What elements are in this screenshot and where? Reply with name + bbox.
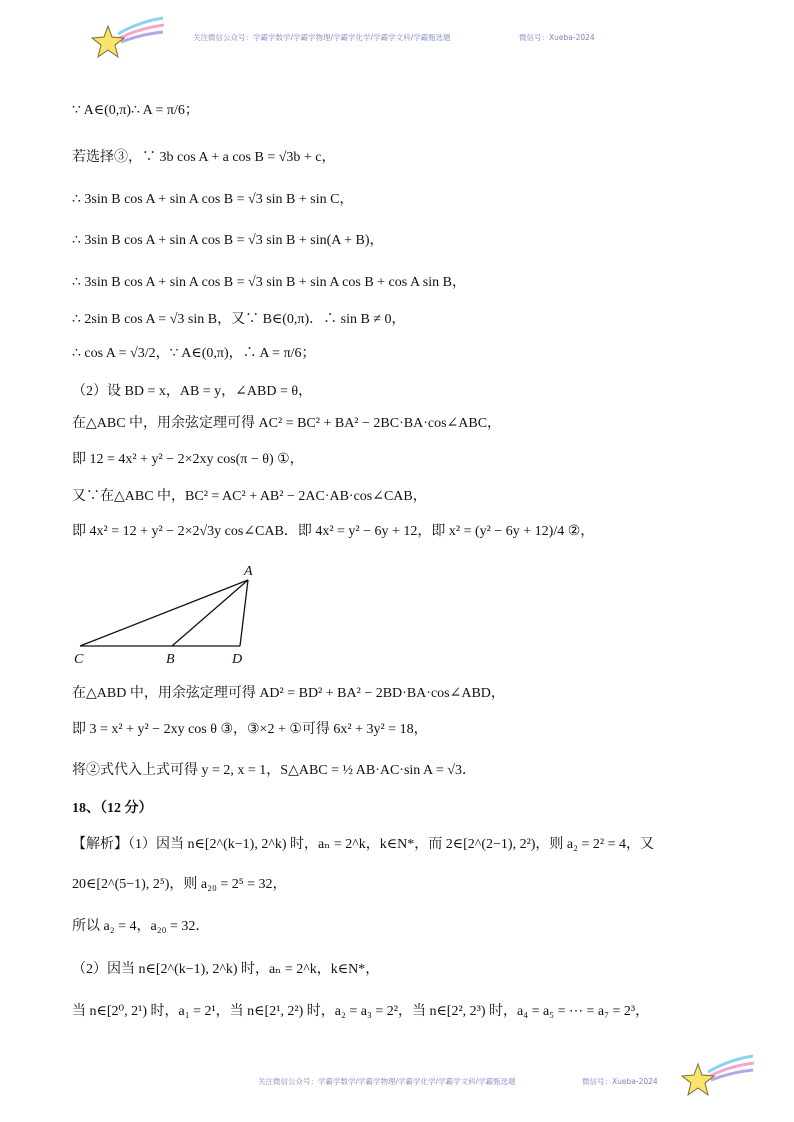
text-line: 当 n∈[2⁰, 2¹) 时，a₁ = 2¹，当 n∈[2¹, 2²) 时，a₂ = a₃ = 2²，当 n∈[2², 2³) 时，a₄ = a₅ = ⋯ = a₇ = 2³， (72, 1004, 650, 1019)
text-line: 在△ABD 中，用余弦定理可得 AD² = BD² + BA² − 2BD·BA·cos∠ABD， (72, 686, 505, 701)
text-line: 即 4x² = 12 + y² − 2×2√3y cos∠CAB．即 4x² = y² − 6y + 12，即 x² = (y² − 6y + 12)/4 ②， (72, 524, 595, 539)
triangle-figure (66, 560, 266, 670)
text-line: ∴ 3sin B cos A + sin A cos B = √3 sin B + sin(A + B)， (72, 233, 384, 248)
header-accounts-text: 关注微信公众号：学霸学数学/学霸学物理/学霸学化学/学霸学文科/学霸甄选题 (193, 33, 451, 42)
text-line: （2）因当 n∈[2^(k−1), 2^k) 时，aₙ = 2^k，k∈N*， (72, 962, 380, 977)
text-line: 若选择③，∵ 3b cos A + a cos B = √3b + c， (72, 150, 336, 165)
segment-da (240, 580, 248, 646)
footer-accounts-text: 关注微信公众号：学霸学数学/学霸学物理/学霸学化学/学霸学文科/学霸甄选题 (258, 1077, 516, 1086)
page-header (0, 0, 794, 70)
text-line: 将②式代入上式可得 y = 2, x = 1，S△ABC = ½ AB·AC·sin A = √3． (72, 763, 476, 778)
text-line: 又∵在△ABC 中，BC² = AC² + AB² − 2AC·AB·cos∠CAB， (72, 489, 427, 504)
text-line: 即 12 = 4x² + y² − 2×2xy cos(π − θ) ①， (72, 452, 304, 467)
label-a: A (244, 564, 253, 579)
label-d: D (232, 652, 243, 667)
text-line: ∵ A∈(0,π)∴ A = π/6； (72, 103, 199, 118)
shooting-star-logo-icon (678, 1050, 758, 1100)
text-line: 在△ABC 中，用余弦定理可得 AC² = BC² + BA² − 2BC·BA·cos∠ABC， (72, 416, 502, 431)
page-footer (0, 1050, 794, 1120)
text-line: 20∈[2^(5−1), 2⁵)，则 a₂₀ = 2⁵ = 32， (72, 877, 287, 892)
text-line: （2）设 BD = x，AB = y，∠ABD = θ， (72, 384, 313, 399)
text-line: 即 3 = x² + y² − 2xy cos θ ③，③×2 + ①可得 6x² + 3y² = 18， (72, 722, 428, 737)
segment-ba (172, 580, 248, 646)
text-line: ∴ 2sin B cos A = √3 sin B，又∵ B∈(0,π)．∴ sin B ≠ 0， (72, 312, 406, 327)
question-heading: 18、（12 分） (72, 801, 153, 816)
header-wechat-id: 微信号：Xueba-2024 (519, 33, 595, 42)
text-line: 所以 a₂ = 4，a₂₀ = 32． (72, 919, 210, 934)
label-b: B (166, 652, 175, 667)
segment-ca (80, 580, 248, 646)
text-line: ∴ 3sin B cos A + sin A cos B = √3 sin B + sin C， (72, 192, 354, 207)
text-line: ∴ 3sin B cos A + sin A cos B = √3 sin B + sin A cos B + cos A sin B， (72, 275, 466, 290)
text-line: ∴ cos A = √3/2，∵ A∈(0,π)，∴ A = π/6； (72, 346, 316, 361)
shooting-star-logo-icon (88, 12, 168, 62)
footer-wechat-id: 微信号：Xueba-2024 (582, 1077, 658, 1086)
label-c: C (74, 652, 84, 667)
text-line: 【解析】（1）因当 n∈[2^(k−1), 2^k) 时，aₙ = 2^k，k∈N*，而 2∈[2^(2−1), 2²)，则 a₂ = 2² = 4，又 (72, 837, 655, 852)
